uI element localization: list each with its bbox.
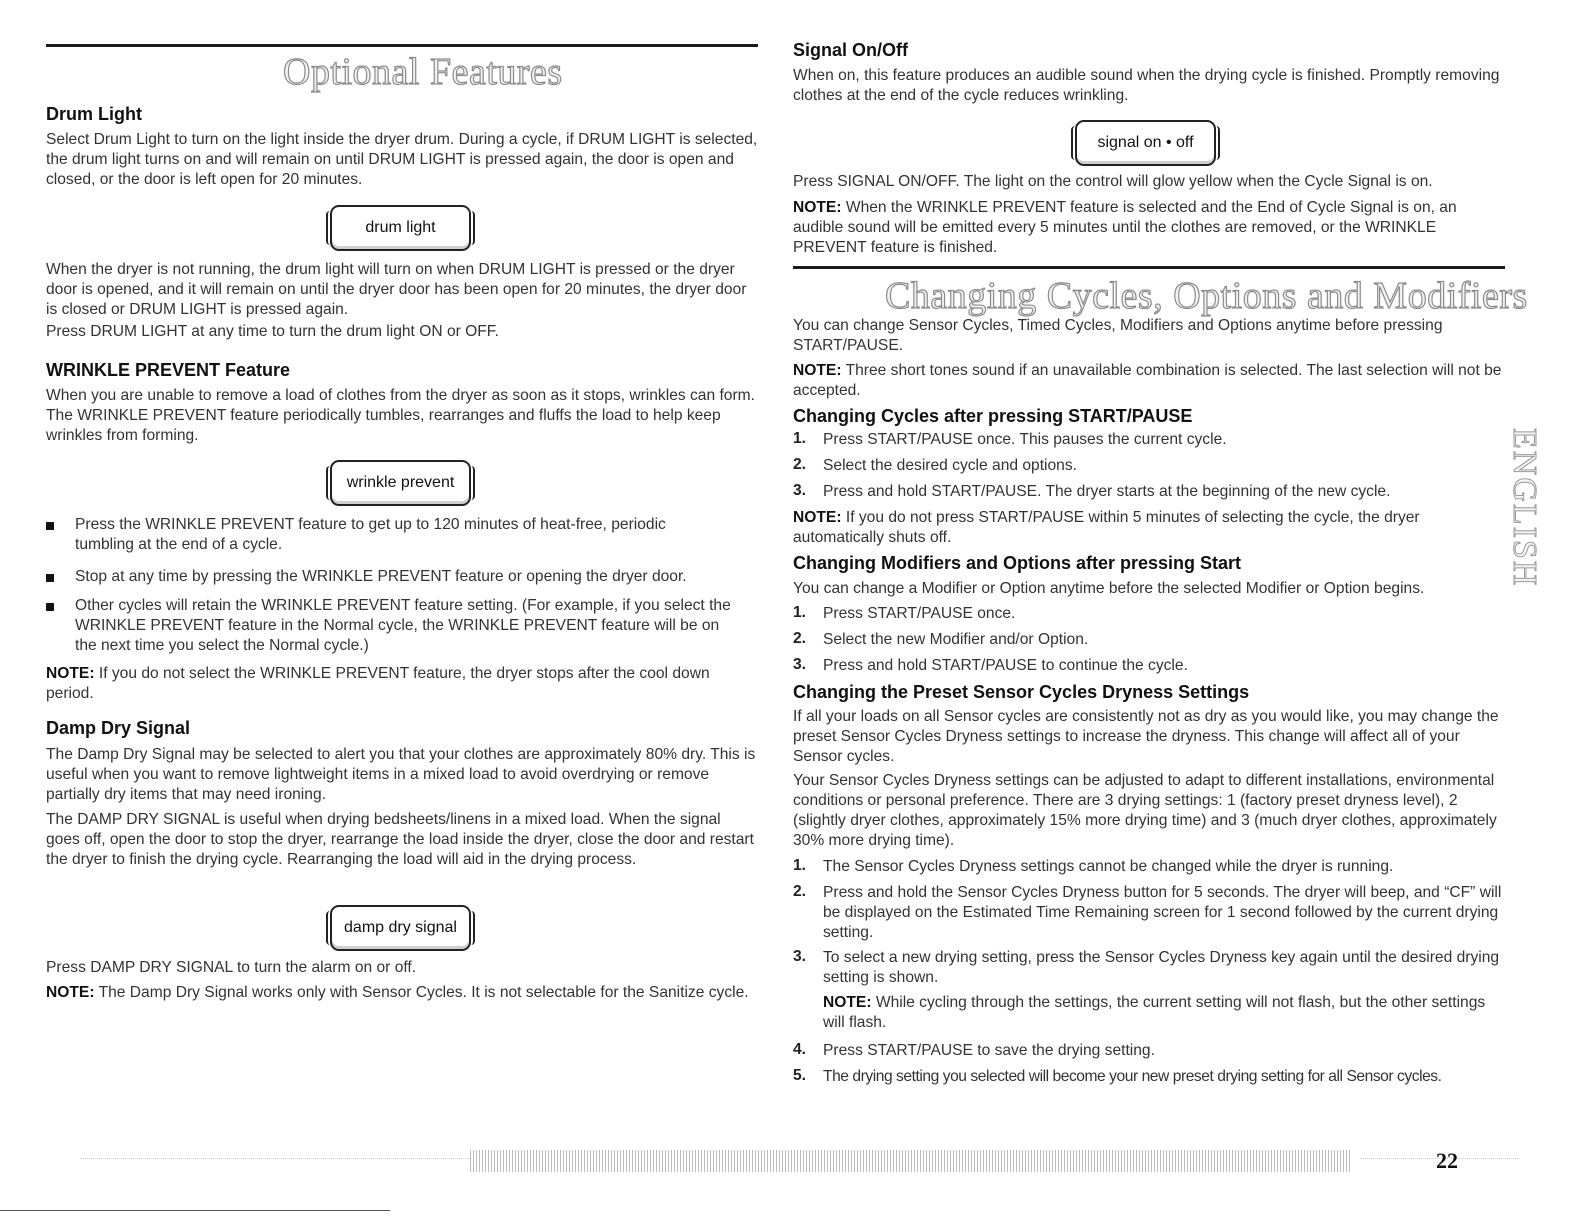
step-text: The Sensor Cycles Dryness settings cannot be changed while the dryer is running. bbox=[823, 858, 1394, 875]
signal-note bbox=[793, 198, 1505, 258]
section-title-changing-cycles: Changing Cycles, Options and Modifiers bbox=[885, 275, 1528, 317]
cycles-note-text: If you do not press START/PAUSE within 5 minutes of selecting the cycle, the dryer automatically shuts off. bbox=[793, 509, 1420, 546]
bottom-edge-line bbox=[0, 1210, 390, 1211]
changing-intro-note bbox=[793, 361, 1505, 401]
signal-on-off-button-label: signal on • off bbox=[1097, 134, 1194, 151]
heading-signal-on-off: Signal On/Off bbox=[793, 40, 908, 60]
cycles-note bbox=[793, 508, 1505, 548]
wrinkle-bullet-3: Other cycles will retain the WRINKLE PREVENT feature setting. (For example, if you select the WRINKLE PREVENT feature in the Normal cycle, the WRINKLE PREVENT feature will be on the next time you select the Normal cycle.) bbox=[75, 597, 731, 654]
step-number: 3. bbox=[793, 948, 807, 965]
note-label: NOTE: bbox=[46, 984, 95, 1001]
heading-drum-light: Drum Light bbox=[46, 104, 142, 124]
step-text: Press START/PAUSE once. bbox=[823, 605, 1016, 622]
step-text: Press and hold START/PAUSE. The dryer starts at the beginning of the new cycle. bbox=[823, 483, 1391, 500]
step-text: Press and hold START/PAUSE to continue the cycle. bbox=[823, 657, 1188, 674]
step-number: 4. bbox=[793, 1041, 807, 1058]
bullet-icon bbox=[46, 574, 54, 582]
step-number: 3. bbox=[793, 656, 807, 673]
side-tab-language: ENGLISH bbox=[1506, 428, 1543, 588]
step-text: To select a new drying setting, press the Sensor Cycles Dryness key again until the desired drying setting is shown. bbox=[823, 949, 1500, 986]
section-title-optional-features: Optional Features bbox=[283, 51, 563, 93]
damp-dry-signal-button bbox=[330, 905, 471, 951]
preset-step3-note-text: While cycling through the settings, the current setting will not flash, but the other settings will flash. bbox=[823, 994, 1486, 1031]
footer-hatched-bar bbox=[470, 1150, 1350, 1172]
heading-damp-dry-signal: Damp Dry Signal bbox=[46, 718, 191, 738]
note-label: NOTE: bbox=[793, 199, 842, 216]
signal-paragraph-2: Press SIGNAL ON/OFF. The light on the control will glow yellow when the Cycle Signal is on. bbox=[793, 173, 1433, 190]
note-label: NOTE: bbox=[793, 362, 842, 379]
step-number: 2. bbox=[793, 456, 807, 473]
heading-changing-cycles: Changing Cycles after pressing START/PAUSE bbox=[793, 406, 1193, 426]
changing-intro-note-text: Three short tones sound if an unavailable combination is selected. The last selection will not be accepted. bbox=[793, 362, 1502, 399]
drum-light-paragraph-1: Select Drum Light to turn on the light inside the dryer drum. During a cycle, if DRUM LIGHT is selected, the drum light turns on and will remain on until DRUM LIGHT is pressed again, the door is open and closed, or the door is left open for 20 minutes. bbox=[46, 131, 758, 188]
heading-wrinkle-prevent: WRINKLE PREVENT Feature bbox=[46, 360, 291, 380]
note-label: NOTE: bbox=[793, 509, 842, 526]
drum-light-button bbox=[330, 205, 471, 251]
step-text: Select the new Modifier and/or Option. bbox=[823, 631, 1089, 648]
drum-light-paragraph-3: Press DRUM LIGHT at any time to turn the drum light ON or OFF. bbox=[46, 323, 499, 340]
step-text: Press START/PAUSE once. This pauses the current cycle. bbox=[823, 431, 1227, 448]
wrinkle-note bbox=[46, 664, 758, 704]
signal-note-text: When the WRINKLE PREVENT feature is selected and the End of Cycle Signal is on, an audible sound will be emitted every 5 minutes until the clothes are removed, or the WRINKLE PREVENT feature is finished. bbox=[793, 199, 1457, 256]
damp-note-text: The Damp Dry Signal works only with Sensor Cycles. It is not selectable for the Sanitize cycle. bbox=[98, 984, 749, 1001]
preset-step3-note bbox=[823, 993, 1505, 1033]
left-top-rule bbox=[46, 44, 758, 47]
note-label: NOTE: bbox=[46, 665, 95, 682]
wrinkle-bullet-2: Stop at any time by pressing the WRINKLE PREVENT feature or opening the dryer door. bbox=[75, 568, 687, 585]
step-number: 2. bbox=[793, 630, 807, 647]
wrinkle-prevent-button-label: wrinkle prevent bbox=[346, 474, 455, 491]
step-number: 1. bbox=[793, 857, 807, 874]
drum-light-paragraph-2: When the dryer is not running, the drum light will turn on when DRUM LIGHT is pressed or the dryer door is opened, and it will remain on until the dryer door has been open for 20 minutes, the dryer door is closed or DRUM LIGHT is pressed again. bbox=[46, 261, 747, 318]
bullet-icon bbox=[46, 603, 54, 611]
preset-paragraph-1: If all your loads on all Sensor cycles are consistently not as dry as you would like, you may change the preset Sensor Cycles Dryness settings to increase the dryness. This change will affect all of your Sensor cycles. bbox=[793, 708, 1499, 765]
damp-dry-signal-button-label: damp dry signal bbox=[344, 919, 457, 936]
right-section-rule bbox=[793, 266, 1505, 269]
modifiers-paragraph: You can change a Modifier or Option anytime before the selected Modifier or Option begins. bbox=[793, 580, 1425, 597]
signal-on-off-button bbox=[1075, 120, 1216, 166]
step-text: Select the desired cycle and options. bbox=[823, 457, 1077, 474]
wrinkle-prevent-button bbox=[330, 460, 471, 506]
step-number: 3. bbox=[793, 482, 807, 499]
step-number: 1. bbox=[793, 604, 807, 621]
step-number: 5. bbox=[793, 1067, 807, 1084]
wrinkle-paragraph-1: When you are unable to remove a load of clothes from the dryer as soon as it stops, wrinkles can form. The WRINKLE PREVENT feature periodically tumbles, rearranges and fluffs the load to help keep wrinkles from forming. bbox=[46, 387, 755, 444]
step-number: 2. bbox=[793, 883, 807, 900]
heading-changing-modifiers: Changing Modifiers and Options after pressing Start bbox=[793, 553, 1242, 573]
step-text: The drying setting you selected will become your new preset drying setting for all Sensor cycles. bbox=[823, 1068, 1442, 1085]
damp-paragraph-3: Press DAMP DRY SIGNAL to turn the alarm on or off. bbox=[46, 959, 417, 976]
preset-paragraph-2: Your Sensor Cycles Dryness settings can be adjusted to adapt to different installations, environmental conditions or personal preference. There are 3 drying settings: 1 (factory preset dryness level), 2 (slightly dryer clothes, approximately 15% more drying time) and 3 (much dryer clothes, approximately 30% more drying time). bbox=[793, 772, 1497, 849]
damp-paragraph-1: The Damp Dry Signal may be selected to alert you that your clothes are approximately 80% dry. This is useful when you want to remove lightweight items in a mixed load to avoid overdrying or remove partially dry items that may need ironing. bbox=[46, 746, 756, 803]
damp-note bbox=[46, 983, 758, 1003]
step-text: Press and hold the Sensor Cycles Dryness button for 5 seconds. The dryer will beep, and “CF” will be displayed on the Estimated Time Remaining screen for 1 second followed by the current drying setting. bbox=[823, 884, 1502, 941]
wrinkle-note-text: If you do not select the WRINKLE PREVENT feature, the dryer stops after the cool down period. bbox=[46, 665, 710, 702]
changing-intro: You can change Sensor Cycles, Timed Cycles, Modifiers and Options anytime before pressing START/PAUSE. bbox=[793, 317, 1443, 354]
signal-paragraph-1: When on, this feature produces an audible sound when the drying cycle is finished. Promptly removing clothes at the end of the cycle reduces wrinkling. bbox=[793, 67, 1500, 104]
step-text: Press START/PAUSE to save the drying setting. bbox=[823, 1042, 1155, 1059]
heading-preset-dryness: Changing the Preset Sensor Cycles Dryness Settings bbox=[793, 682, 1250, 702]
footer-dotted-line-left bbox=[80, 1158, 470, 1159]
bullet-icon bbox=[46, 522, 54, 530]
note-label: NOTE: bbox=[823, 994, 872, 1011]
drum-light-button-label: drum light bbox=[365, 219, 436, 236]
wrinkle-bullet-1: Press the WRINKLE PREVENT feature to get up to 120 minutes of heat-free, periodic tumbling at the end of a cycle. bbox=[75, 516, 666, 553]
page-number: 22 bbox=[1436, 1148, 1458, 1173]
damp-paragraph-2: The DAMP DRY SIGNAL is useful when drying bedsheets/linens in a mixed load. When the signal goes off, open the door to stop the dryer, rearrange the load inside the dryer, close the door and restart the dryer to finish the drying cycle. Rearranging the load will aid in the drying process. bbox=[46, 811, 754, 868]
step-number: 1. bbox=[793, 430, 807, 447]
